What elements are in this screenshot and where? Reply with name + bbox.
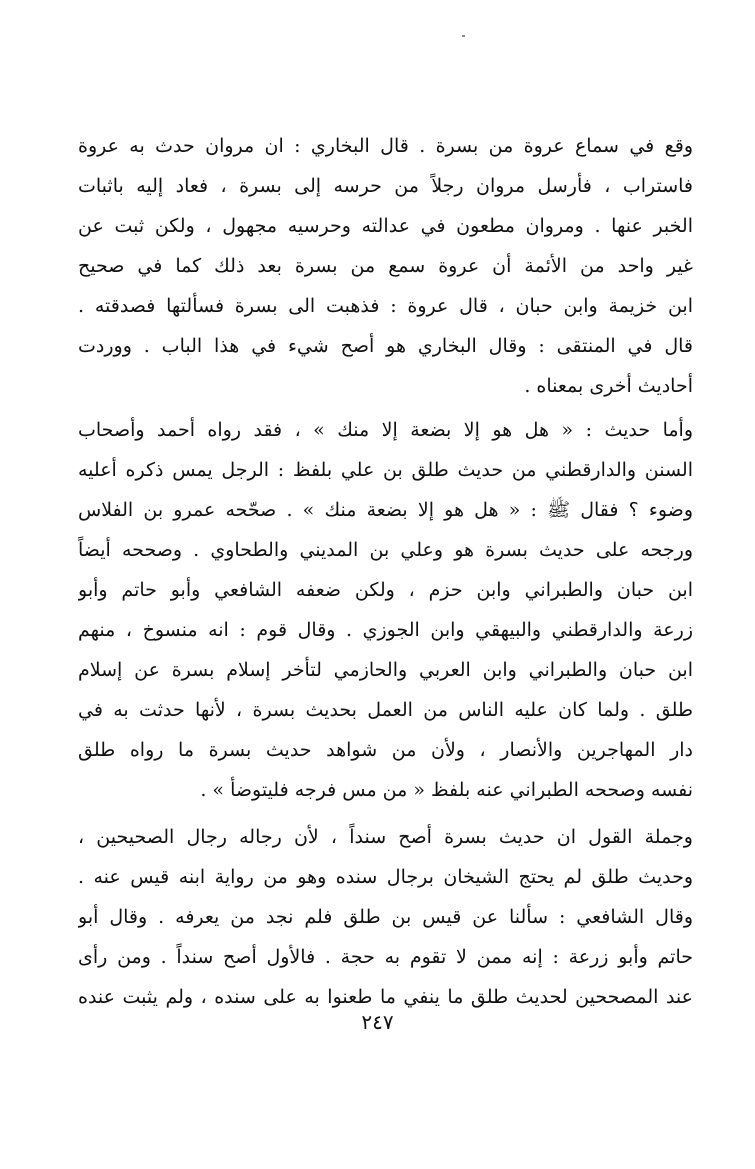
text-line: زرعة والدارقطني والبيهقي وابن الجوزي . وقال قوم : انه منسوخ ، منهم [78, 619, 693, 641]
text-line: الخبر عنها . ومروان مطعون في عدالته وحرسيه مجهول ، ولكن ثبت عن [78, 215, 693, 237]
text-line: السنن والدارقطني من حديث طلق بن علي بلفظ : الرجل يمس ذكره أعليه [78, 459, 693, 481]
text-line: وقع في سماع عروة من بسرة . قال البخاري : ان مروان حدث به عروة [78, 135, 693, 157]
text-line: قال في المنتقى : وقال البخاري هو أصح شيء في هذا الباب . ووردت [78, 335, 693, 357]
text-line: حاتم وأبو زرعة : إنه ممن لا تقوم به حجة . فالأول أصح سنداً . ومن رأى [78, 946, 693, 968]
paragraph-3 [78, 817, 693, 1017]
text-line: غير واحد من الأئمة أن عروة سمع من بسرة بعد ذلك كما في صحيح [78, 255, 693, 277]
text-line: طلق . ولما كان عليه الناس من العمل بحديث بسرة ، لأنها حدثت به في [78, 699, 693, 721]
paragraph-2 [78, 410, 693, 810]
text-line: فاستراب ، فأرسل مروان رجلاً من حرسه إلى بسرة ، فعاد إليه باثبات [78, 175, 693, 197]
text-line: دار المهاجرين والأنصار ، ولأن من شواهد حديث بسرة ما رواه طلق [78, 739, 693, 761]
text-line: ابن حبان والطبراني وابن حزم ، ولكن ضعفه الشافعي وأبو حاتم وأبو [78, 579, 693, 601]
text-line: نفسه وصححه الطبراني عنه بلفظ « من مس فرجه فليتوضأ » . [200, 779, 693, 801]
text-line: وأما حديث : « هل هو إلا بضعة إلا منك » ، فقد رواه أحمد وأصحاب [78, 419, 693, 441]
text-line: ورجحه على حديث بسرة هو وعلي بن المديني والطحاوي . وصححه أيضاً [78, 539, 693, 561]
text-line: وجملة القول ان حديث بسرة أصح سنداً ، لأن رجاله رجال الصحيحين ، [78, 826, 693, 848]
text-line: عند المصححين لحديث طلق ما ينفي ما طعنوا به على سنده ، ولم يثبت عنده [78, 986, 693, 1008]
scan-speck [462, 35, 465, 37]
text-line: ابن خزيمة وابن حبان ، قال عروة : فذهبت الى بسرة فسألتها فصدقته . [78, 295, 693, 317]
text-line: وحديث طلق لم يحتج الشيخان برجال سنده وهو من رواية ابنه قيس عنه . [78, 866, 693, 888]
text-line: ابن حبان والطبراني وابن العربي والحازمي لتأخر إسلام بسرة عن إسلام [78, 659, 693, 681]
text-line: وضوء ؟ فقال ﷺ : « هل هو إلا بضعة منك » . صحّحه عمرو بن الفلاس [78, 499, 693, 521]
paragraph-1 [78, 126, 693, 406]
text-line: أحاديث أخرى بمعناه . [524, 375, 693, 397]
page-number: ٢٤٧ [361, 1010, 394, 1034]
text-line: وقال الشافعي : سألنا عن قيس بن طلق فلم نجد من يعرفه . وقال أبو [78, 906, 693, 928]
